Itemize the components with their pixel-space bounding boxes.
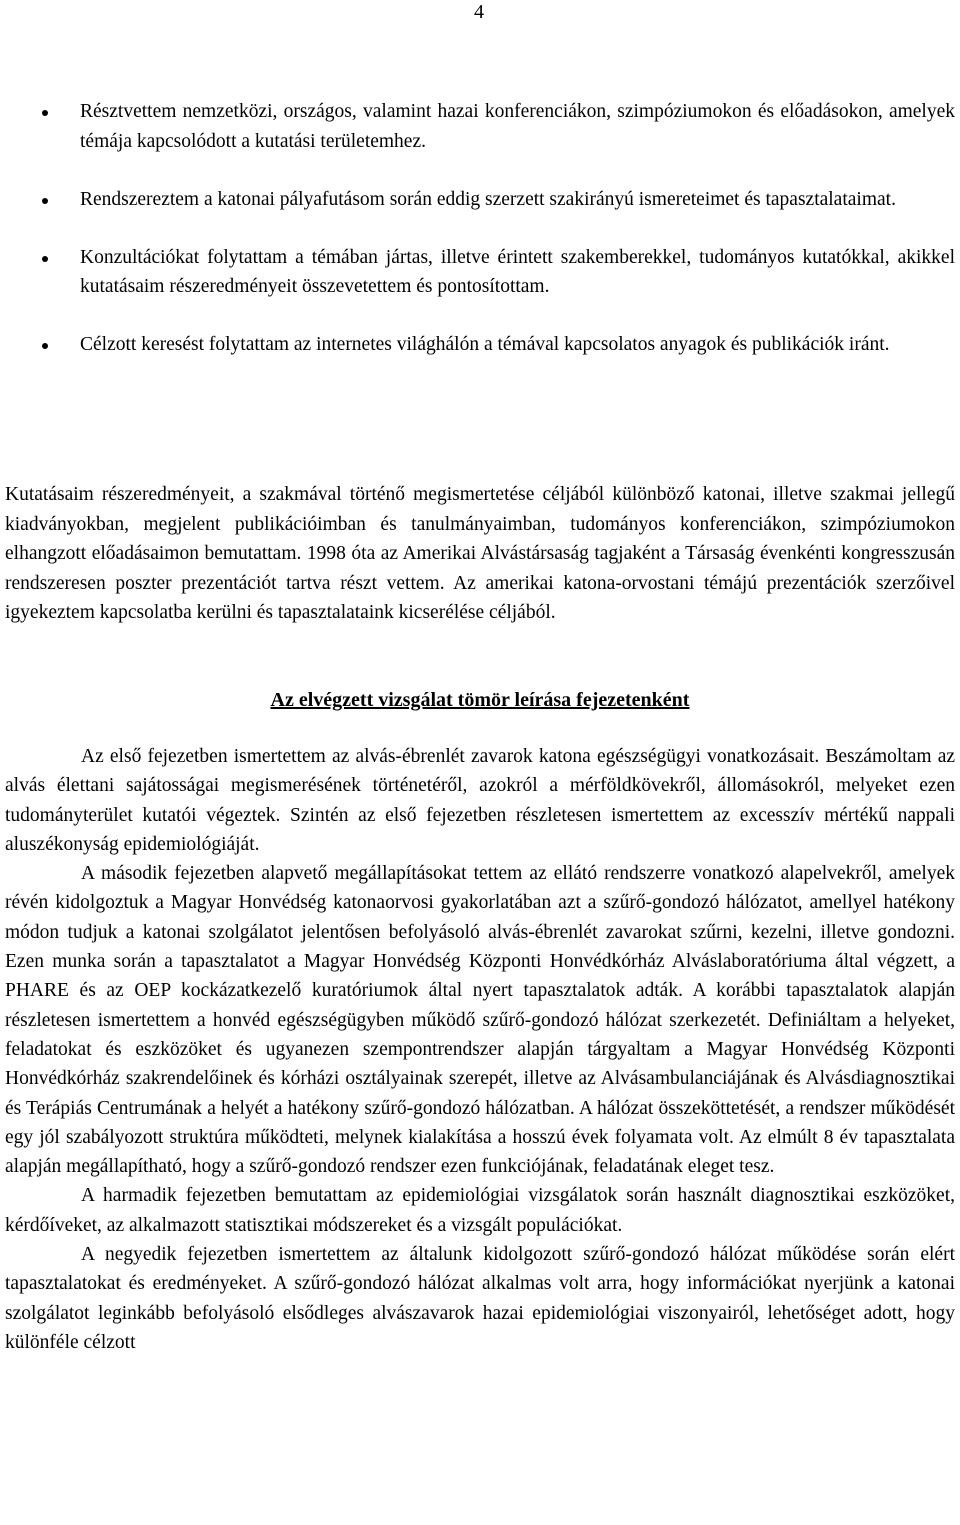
bullet-text: Rendszereztem a katonai pályafutásom során eddig szerzett szakirányú ismereteimet és tapasztalataimat. (80, 188, 896, 210)
chapter-paragraph: A harmadik fejezetben bemutattam az epidemiológiai vizsgálatok során használt diagnosztikai eszközöket, kérdőíveket, az alkalmazott statisztikai módszereket és a vizsgált populációkat. (5, 1185, 955, 1236)
bullet-dot-icon (42, 198, 48, 204)
bullet-dot-icon (42, 343, 48, 349)
chapter-paragraph: A negyedik fejezetben ismertettem az általunk kidolgozott szűrő-gondozó hálózat működése során elért tapasztalatokat és eredményeket. A szűrő-gondozó hálózat alkalmas volt arra, hogy információkat nyerjünk a katonai szolgálatot leginkább befolyásoló elsődleges alvászavarok hazai epidemiológiai viszonyairól, lehetőséget adott, hogy különféle célzott (5, 1244, 955, 1353)
bullet-list (0, 97, 960, 388)
section-heading: Az elvégzett vizsgálat tömör leírása fejezetenként (270, 689, 690, 711)
bullet-item (0, 330, 960, 360)
page-number: 4 (474, 1, 484, 23)
chapter-summary-body (5, 742, 955, 1357)
bullet-item (0, 97, 960, 156)
summary-paragraph: Kutatásaim részeredményeit, a szakmával történő megismertetése céljából különböző katonai, illetve szakmai jellegű kiadványokban, megjelent publikációimban és tanulmányaimban, tudományos konferenciákon, szimpóziumokon elhangzott előadásaimon bemutattam. 1998 óta az Amerikai Alvástársaság tagjaként a Társaság évenkénti kongresszusán rendszeresen poszter prezentációt tartva részt vettem. Az amerikai katona-orvostani témájú prezentációk szerzőivel igyekeztem kapcsolatba kerülni és tapasztalataink kicserélése céljából. (5, 484, 955, 623)
bullet-dot-icon (42, 256, 48, 262)
bullet-text: Célzott keresést folytattam az internetes világhálón a témával kapcsolatos anyagok és publikációk iránt. (80, 334, 890, 355)
bullet-text: Konzultációkat folytattam a témában jártas, illetve érintett szakemberekkel, tudományos kutatókkal, akikkel kutatásaim részeredményeit összevetettem és pontosítottam. (80, 246, 955, 297)
bullet-item (0, 185, 960, 215)
bullet-dot-icon (42, 110, 48, 116)
chapter-paragraph: Az első fejezetben ismertettem az alvás-ébrenlét zavarok katona egészségügyi vonatkozásait. Beszámoltam az alvás élettani sajátosságai megismerésének történetéről, azokról a mérföldkövekről, állomásokról, melyeket ezen tudományterület kutatói végeztek. Szintén az első fejezetben részletesen ismertettem az excesszív mértékű nappali aluszékonyság epidemiológiáját. (5, 746, 955, 855)
bullet-item (0, 243, 960, 302)
bullet-text: Résztvettem nemzetközi, országos, valamint hazai konferenciákon, szimpóziumokon és előadásokon, amelyek témája kapcsolódott a kutatási területemhez. (80, 101, 955, 152)
chapter-paragraph: A második fejezetben alapvető megállapításokat tettem az ellátó rendszerre vonatkozó alapelvekről, amelyek révén kidolgoztuk a Magyar Honvédség katonaorvosi gyakorlatában azt a szűrő-gondozó hálózatot, amellyel hatékony módon tudjuk a katonai szolgálatot jelentősen befolyásoló alvás-ébrenlét zavarokat szűrni, kezelni, illetve gondozni. Ezen munka során a tapasztalatot a Magyar Honvédség Központi Honvédkórház Alváslaboratóriuma által végzett, a PHARE és az OEP kockázatkezelő kuratóriumok által nyert tapasztalatok adták. A korábbi tapasztalatok alapján részletesen ismertettem a honvéd egészségügyben működő szűrő-gondozó hálózat szerkezetét. Definiáltam a helyeket, feladatokat és eszközöket és ugyanezen szempontrendszer alapján tárgyaltam a Magyar Honvédség Központi Honvédkórház szakrendelőinek és kórházi osztályainak szerepét, illetve az Alvásambulanciájának és Alvásdiagnosztikai és Terápiás Centrumának a helyét a hatékony szűrő-gondozó hálózatban. A hálózat összeköttetését, a rendszer működését egy jól szabályozott struktúra működteti, melynek kialakítása a hosszú évek folyamata volt. Az elmúlt 8 év tapasztalata alapján megállapítható, hogy a szűrő-gondozó rendszer ezen funkciójának, feladatának eleget tesz. (5, 863, 955, 1178)
